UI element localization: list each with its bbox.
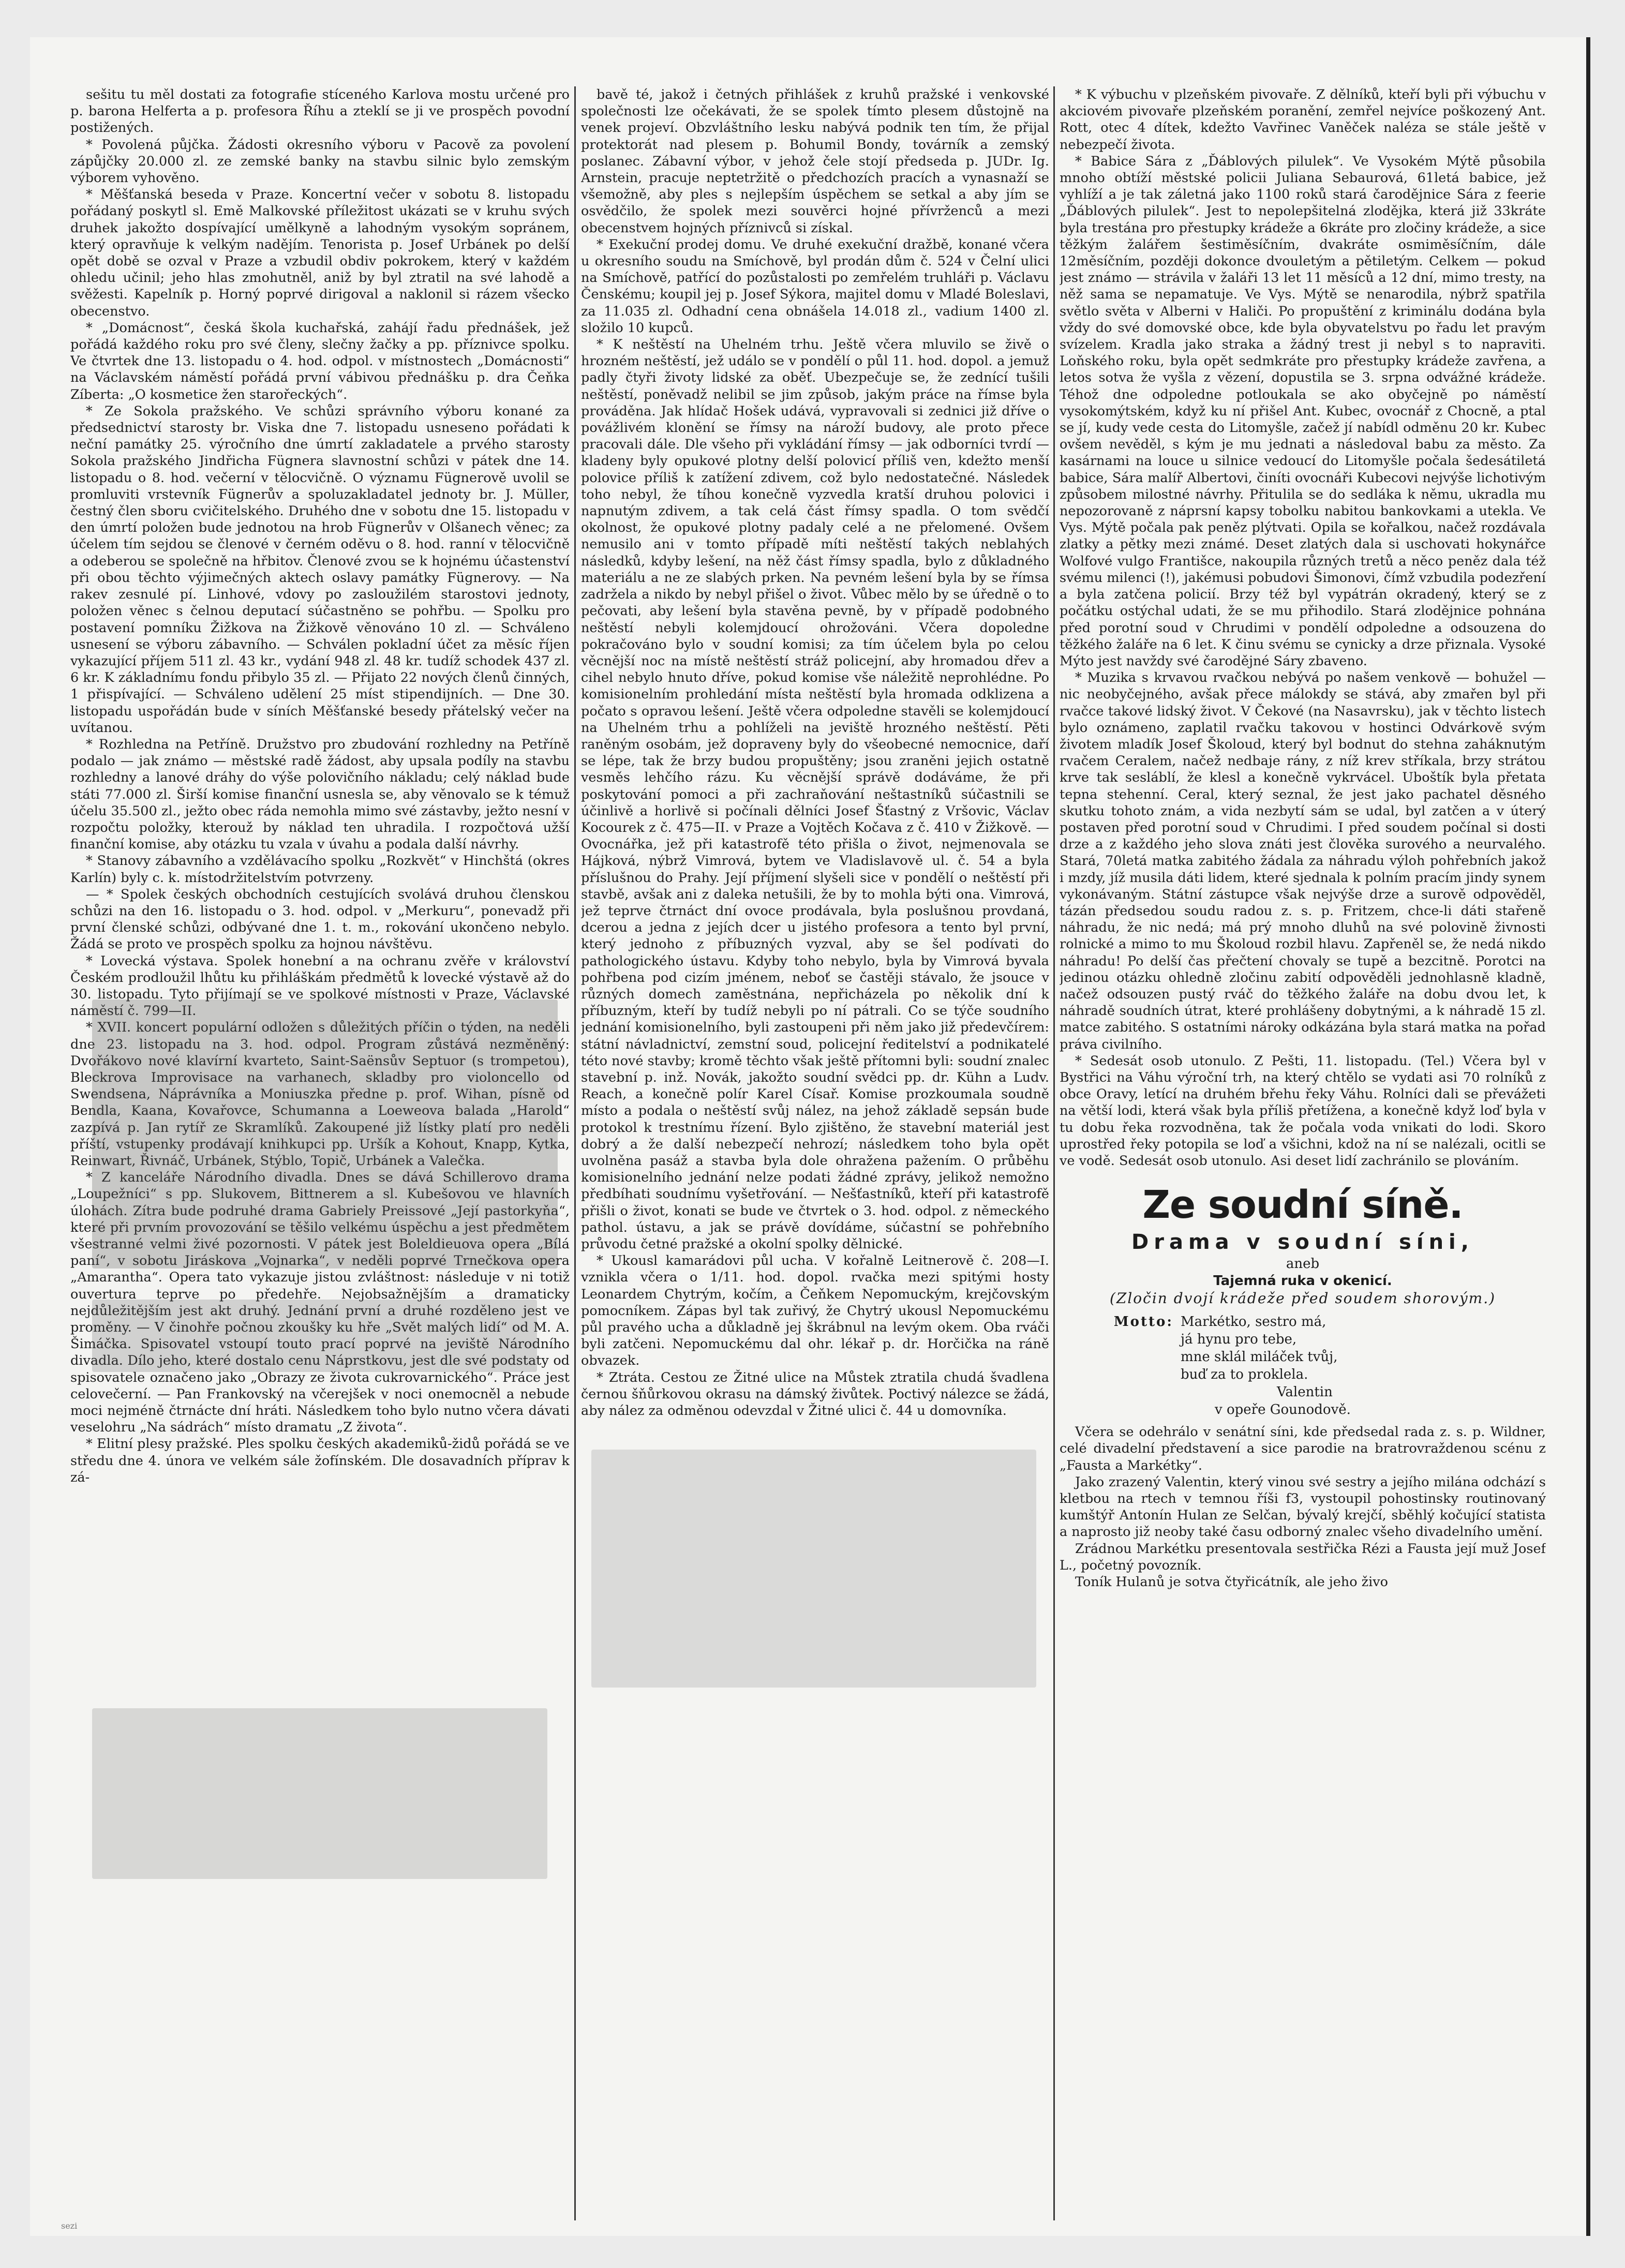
page-edge bbox=[1586, 37, 1590, 2236]
court-paragraph: Zrádnou Markétku presentovala sestřička Rézi a Fausta její muž Josef L., početný povozník. bbox=[1060, 1541, 1546, 1573]
column-rule-right bbox=[1053, 86, 1055, 2220]
article: sešitu tu měl dostati za fotografie stíceného Karlova mostu určené pro p. barona Helferta a p. profesora Říhu a zteklí se ji ve prospěch povodní postižených. bbox=[70, 87, 570, 136]
motto-line: Markétko, sestro má, bbox=[1181, 1314, 1326, 1330]
article: * K výbuchu v plzeňském pivovaře. Z dělníků, kteří byli při výbuchu v akciovém pivovaře plzeňském poranění, zemřel nejvíce poškozený Ant. Rott, otec 4 dítek, kdežto Vavřinec Vaněček naléza se stále ještě v nebezpečí života. bbox=[1060, 87, 1546, 153]
article: * „Domácnost“, česká škola kuchařská, zahájí řadu přednášek, jež pořádá každého roku pro své členy, slečny žačky a pp. příznivce spolku. Ve čtvrtek dne 13. listopadu o 4. hod. odpol. v místnostech „Domácnosti“ na Václavském náměstí pořádá první vábivou přednášku p. dra Čeňka Zíberta: „O kosmetice žen starořeckých“. bbox=[70, 320, 570, 402]
article: * Rozhledna na Petříně. Družstvo pro zbudování rozhledny na Petříně podalo — jak známo — městské radě žádost, aby upsala podíly na stavbu rozhledny a lanové dráhy do výše polovičního nákladu; celý náklad bude státi 77.000 zl. Širší komise finanční usnesla se, aby věnovalo se k témuž účelu 35.500 zl., ježto obec ráda nemohla mimo své zástavby, ježto nesní v rozpočtu položky, kterouž by náklad ten uhradila. I rozpočtová užší finanční komise, aby otázku tu vzala v úvahu a podala další návrhy. bbox=[70, 736, 570, 853]
article: * Stanovy zábavního a vzdělávacího spolku „Rozkvět“ v Hinchštá (okres Karlín) byly c. k. místodržitelstvím potvrzeny. bbox=[70, 853, 570, 886]
article: * K neštěstí na Uhelném trhu. Ještě včera mluvilo se živě o hrozném neštěstí, jež událo se v pondělí o půl 11. hod. dopol. a jemuž padly čtyři životy lidské za oběť. Ubezpečuje se, že zednící tušili neštěstí, poněvadž nelibil se jim způsob, jakým práce na římse byla prováděna. Jak hlídač Hošek udává, vypravovali si zednici již dříve o povážlivém klonění se římsy na nároží budovy, ale proto přece pracovali dále. Dle všeho při vykládání římsy — jak odborníci tvrdí — kladeny byly opukové plotny delší polovicí příliš ven, kdežto menší polovice příliš k zatížení zdivem, což bylo nedostatečné. Následek toho nebyl, že tíhou konečně vyzvedla kratší druhou polovici i napnutým zdivem, a tak celá část římsy spadla. O tom svědčí okolnost, že opukové plotny padaly celé a ne přelomené. Ovšem nemusilo ani v tomto případě míti neštěstí takých neblahých následků, kdyby lešení, na něž část římsy spadla, bylo z důkladného materiálu a ne ze slabých prken. Na pevném lešení byla by se římsa zadržela a nikdo by nebyl přišel o život. Vůbec mělo by se úředně o to pečovati, aby lešení byla stavěna pevně, by v případě podobného neštěstí nebyli kolemjdoucí ohrožováni. Včera dopoledne pokračováno bylo v soudní komisi; za tím účelem byla po celou věcnější noc na místě neštěstí stráž policejní, aby hromadou dřev a cihel nebylo hnuto dříve, pokud komise vše náležitě neprohlédne. Po komisionelním prohledání místa neštěstí byla hromada odklizena a počato s opravou lešení. Ještě včera odpoledne stavěli se kolemjdoucí na Uhelném trhu a pohlíželi na jeviště hrozného neštěstí. Pěti raněným osobám, jež dopraveny byly do všeobecné nemocnice, daří se lépe, tak že brzy budou propuštěny; jsou zraněni jejich ostatně vesměs lehčího rázu. Ku věcnější správě dodáváme, že při poskytování pomoci a při zachraňování neštastníků súčastnili se účinlivě a horlivě si počínali dělníci Josef Šťastný z Vršovic, Václav Kocourek z č. 475—II. v Praze a Vojtěch Kočava z č. 410 v Žižkově. — Ovocnářka, jež při katastrofě této přišla o život, nejmenovala se Hájková, nýbrž Vimrová, bytem ve Vladislavově ul. č. 54 a byla příslušnou do Prahy. Její příjmení slyšeli sice v pondělí o neštěstí při stavbě, avšak ani z daleka netušili, že by to mohla býti ona. Vimrová, jež teprve čtrnáct dní ovoce prodávala, byla poslušnou provdaná, dcerou a jedna z jejích dcer u jistého profesora a tento byl první, který jednoho z příbuzných vyzval, aby se šel podívati do pathologického ústavu. Kdyby toho nebylo, byla by Vimrová byvala pohřbena pod cizím jménem, neboť se častěji stávalo, že jsouce v různých domech zaměstnána, nepřicházela po několik dní k příbuzným, kteří by tudíž nebyli po ní pátrali. Co se týče soudního jednání komisionelního, byli zastoupeni při něm jako již předevčírem: státní návladnictví, zemstní soud, policejní ředitelství a podnikatelé této nové stavby; kromě těchto však ještě přítomni byli: soudní znalec stavební p. inž. Novák, jakožto soudní svědci pp. dr. Kühn a Ludv. Reach, a konečně polír Karel Císař. Komise prozkoumala soudně místo a podala o neštěstí svůj nález, na jehož základě sepsán bude protokol k trestnímu řízení. Bylo zjištěno, že stavební materiál jest dobrý a že další nebezpečí nehrozí; následkem toho byla opět uvolněna pasáž a stavba byla dole ohražena pažením. O průběhu komisionelního jednání nelze podati žádné zprávy, jelikož nemožno předbíhati soudnímu vyšetřování. — Nešťastníků, kteří při katastrofě přišli o život, konati se bude ve čtvrtek o 3. hod. odpol. z německého pathol. ústavu, a jak se právě dovídáme, súčastní se pohřebního průvodu četné pražské a okolní spolky dělnické. bbox=[581, 337, 1049, 1252]
paren-subtitle: (Zločin dvojí krádeže před soudem shorovým.) bbox=[1109, 1290, 1496, 1307]
article: * Muzika s krvavou rvačkou nebývá po našem venkově — bohužel — nic neobyčejného, avšak přece málokdy se stává, aby zmařen byl při rvačce takové lidský život. V Čekové (na Nasavrsku), jak v těchto listech bylo oznámeno, zaplatil rvačku takovou v hostinci Odvárkově svým životem mladík Josef Školoud, který byl bodnut do stehna zaháknutým rvačem Ceralem, načež nedbaje rány, z níž krev stříkala, brzy strátou krve tak sesláblí, že klesl a konečně vykrvácel. Uboštík byla přetata tepna stehenní. Ceral, který seznal, že jest jako pachatel děsného skutku tohoto znám, a vida nezbytí sám se udal, byl zatčen a v úterý postaven před porotní soud v Chrudimi. I před soudem počínal si dosti drze a z každého jeho slova znáti jest člověka surového a neurvalého. Stará, 70letá matka zabitého žádala za náhradu výloh pohřebních jakož i mzdy, jíž musila dáti lidem, které sjednala k polním pracím jindy synem vykonávaným. Státní zástupce však nejvýše drze a surově odpověděl, tázán předsedou soudu radou z. s. p. Fritzem, chce-li dáti stařeně náhradu, že nic nedá; má prý mnoho dluhů na své polovině živnosti rolnické a mimo to mu Školoud rozbil hlavu. Zapřeněl se, že nedá nikdo náhradu! Po delší čas přečtení chovaly se tupě a bezcitně. Porotci na jedinou otázku ohledně zločinu zabití odpověděli jednohlasně kladně, načež odsouzen pustý rváč do těžkého žaláře na dobu dvou let, k náhradě soudních útrat, které prohlášeny dobytnými, a k náhradě 15 zl. matce zabitého. S ostatními nároky odkázána byla stará matka na pořad práva civilního. bbox=[1060, 670, 1546, 1052]
aneb-line: aneb bbox=[1286, 1256, 1320, 1272]
column-rule-left bbox=[574, 86, 576, 2220]
article: * Lovecká výstava. Spolek honební a na ochranu zvěře v království Českém prodloužil lhůtu ku přihláškám předmětů k lovecké výstavě až do 30. listopadu. Tyto přijímají se ve spolkové místnosti v Praze, Václavské náměstí č. 799—II. bbox=[70, 953, 570, 1019]
motto-label: Motto: bbox=[1113, 1314, 1173, 1330]
article: * Ze Sokola pražského. Ve schůzi správního výboru konané za předsednictví starosty br. Viska dne 7. listopadu usneseno pořádati k neční památky 25. výročního dne úmrtí zakladatele a prvého starosty Sokola pražského Jindřicha Fügnera slavnostní schůzi v pátek dne 14. listopadu o 8. hod. večerní v tělocvičně. O významu Fügnerově uvolil se promluviti vrstevník Fügnerův a spoluzakladatel jednoty br. J. Müller, čestný člen sboru cvičitelského. Druhého dne v sobotu dne 15. listopadu v den úmrtí položen bude jednotou na hrob Fügnerův v Olšanech věnec; za účelem tím sejdou se členové v černém oděvu o 8. hod. ranní v tělocvičně a odeberou se společně na hřbitov. Členové zvou se k hojnému účastenství při obou těchto výjimečných aktech oslavy památky Fügnerovy. — Na rakev zesnulé pí. Linhové, vdovy po zasloužilém starostovi jednoty, položen věnec s čelnou deputací súčastněno se pohřbu. — Spolku pro postavení pomníku Žižkova na Žižkově věnováno 10 zl. — Schváleno usnesení se výboru zábavního. — Schválen pokladní účet za měsíc říjen vykazující příjem 511 zl. 43 kr., vydání 948 zl. 48 kr. tudíž schodek 437 zl. 6 kr. K základnímu fondu přibylo 35 zl. — Přijato 22 nových členů činných, 1 přispívající. — Schváleno udělení 25 míst stipendijních. — Dne 30. listopadu uspořádán bude v síních Měšťanské besedy přátelský večer na uvítanou. bbox=[70, 403, 570, 736]
motto-line: buď za to proklela. bbox=[1181, 1367, 1308, 1383]
article: * Měšťanská beseda v Praze. Koncertní večer v sobotu 8. listopadu pořádaný poskytl sl. Emě Malkovské příležitost ukázati se v kruhu svých druhek jakožto dospívající umělkyně a lahodným vysokým sopránem, který opravňuje k velkým nadějím. Tenorista p. Josef Urbánek po delší opět době se ozval v Praze a vzbudil obdiv pokrokem, který v každém ohledu učinil; jeho hlas zmohutněl, aniž by byl ztratil na své lahodě a svěžesti. Kapelník p. Horný poprvé dirigoval a naklonil si rázem všecko obecenstvo. bbox=[70, 187, 570, 319]
article: * Ukousl kamarádovi půl ucha. V kořalně Leitnerově č. 208—I. vznikla včera o 1/11. hod. dopol. rvačka mezi spitými hosty Leonardem Chytrým, kočím, a Čeňkem Nepomuckým, krejčovským pomocníkem. Zápas byl tak zuřivý, že Chytrý ukousl Nepomuckému půl pravého ucha a důkladně jej škrábnul na levým okem. Oba rváči byli zatčeni. Nepomuckému dal ohr. lékař p. dr. Horčička na ráně obvazek. bbox=[581, 1253, 1049, 1369]
column-2 bbox=[581, 86, 1049, 2213]
footer-mark: sezi bbox=[61, 2221, 78, 2231]
article: * Sedesát osob utonulo. Z Pešti, 11. listopadu. (Tel.) Včera byl v Bystřici na Váhu výroční trh, na který chtělo se vydati asi 70 rolníků z obce Oravy, letící na druhém břehu řeky Váhu. Rolníci dali se převážeti na větší lodi, která však byla příliš přetížena, a konečně když loď byla v tu dobu řeka rozvodněna, tak že počala voda vnikati do lodi. Skoro uprostřed řeky potopila se loď a všichni, kdož na ní se nalézali, ocitli se ve vodě. Sedesát osob utonulo. Asi deset lidí zachránilo se plováním. bbox=[1060, 1053, 1546, 1169]
court-paragraph: Včera se odehrálo v senátní síni, kde předsedal rada z. s. p. Wildner, celé divadelní představení a sice parodie na bratrovraždenou scénu z „Fausta a Markétky“. bbox=[1060, 1424, 1546, 1473]
scan-smudge bbox=[92, 1708, 547, 1879]
scan-smudge bbox=[92, 999, 558, 1269]
article: bavě té, jakož i četných přihlášek z kruhů pražské i venkovské společnosti lze očekávati, že se spolek tímto plesem důstojně na venek projeví. Obzvláštního lesku nabývá podnik ten tím, že přijal protektorát nad plesem p. Bohumil Bondy, továrník a zemský poslanec. Zábavní výbor, v jehož čele stojí předseda p. JUDr. Ig. Arnstein, pracuje neptetržitě o předchozích pracích a vynasnaží se všemožně, aby ples s nejlepším úspěchem se setkal a aby jím se osvědčilo, že spolek mezi souvěrci hojné přívrženců a mezi obecenstvem hojných příznivců si získal. bbox=[581, 87, 1049, 236]
scan-smudge bbox=[591, 1450, 1036, 1688]
motto-source: v opeře Gounodově. bbox=[1215, 1402, 1351, 1418]
newspaper-page bbox=[30, 37, 1587, 2236]
article: * XVII. koncert populární odložen s důležitých příčin o týden, na neděli dne 23. listopadu na 3. hod. odpol. Program zůstává nezměněný: Dvořákovo nové klavírní kvarteto, Saint-Saënsův Septuor (s trompetou), Bleckrova Improvisace na varhanech, skladby pro violoncello od Swendsena, Náprávníka a Moniuszka předne p. prof. Wihan, písně od Bendla, Kaana, Kovařovce, Schumanna a Loeweova balada „Harold“ zazpívá p. Jan rytíř ze Skramlíků. Zakoupené již lístky platí pro neděli příští, vstupenky prodávají knihkupci pp. Uršík a Kohout, Knapp, Kytka, Reinwart, Řivnáč, Urbánek, Stýblo, Topič, Urbánek a Valečka. bbox=[70, 1020, 570, 1169]
article: * Povolená půjčka. Žádosti okresního výboru v Pacově za povolení zápůjčky 20.000 zl. ze zemské banky na stavbu silnic bylo zemským výborem vyhověno. bbox=[70, 137, 570, 186]
motto-block bbox=[1060, 1313, 1546, 1419]
article: * Ztráta. Cestou ze Žitné ulice na Můstek ztratila chudá švadlena černou šňůrkovou okrasu na dámský živůtek. Poctivý nálezce se žádá, aby nález za odměnou odevzdal v Žitné ulici č. 44 u domovníka. bbox=[581, 1369, 1049, 1419]
article: — * Spolek českých obchodních cestujících svolává druhou členskou schůzi na den 16. listopadu o 3. hod. odpol. v „Merkuru“, ponevadž při první členské schůzi, odbývané dne 1. t. m., rokování ukončeno nebylo. Žádá se proto ve prospěch spolku za hojnou návštěvu. bbox=[70, 886, 570, 952]
article: * Elitní plesy pražské. Ples spolku českých akademiků-židů pořádá se ve středu dne 4. února ve velkém sále žofínském. Dle dosavadních příprav k zá- bbox=[70, 1436, 570, 1485]
article: * Exekuční prodej domu. Ve druhé exekuční dražbě, konané včera u okresního soudu na Smíchově, byl prodán dům č. 524 v Čelní ulici na Smíchově, patřící do pozůstalosti po zemřelém truhláři p. Václavu Čenskému; koupil jej p. Josef Sýkora, majitel domu v Mladé Boleslavi, za 11.035 zl. Odhadní cena obnášela 14.018 zl., vadium 1400 zl. složilo 10 kupců. bbox=[581, 236, 1049, 336]
alt-title: Tajemná ruka v okenicí. bbox=[1213, 1273, 1392, 1289]
section-title: Ze soudní síně. bbox=[1142, 1183, 1463, 1228]
court-paragraph: Toník Hulanů je sotva čtyřicátník, ale jeho živo bbox=[1075, 1574, 1389, 1590]
motto-line: mne sklál miláček tvůj, bbox=[1181, 1349, 1338, 1365]
section-subtitle: Drama v soudní síni, bbox=[1131, 1230, 1474, 1255]
motto-line: já hynu pro tebe, bbox=[1181, 1332, 1297, 1348]
motto-signature: Valentin bbox=[1277, 1384, 1333, 1400]
column-3 bbox=[1060, 86, 1546, 2213]
court-paragraph: Jako zrazený Valentin, který vinou své sestry a jejího milána odchází s kletbou na rtech v temnou říši f3, vystoupil pohostinsky routinovaný kumštýř Antonín Hulan ze Selčan, bývalý krejčí, sběhlý kočující statista a naprosto již neoby také času odborný znalec všeho divadelního umění. bbox=[1060, 1474, 1546, 1540]
scan-smudge bbox=[92, 1300, 537, 1372]
article: * Babice Sára z „Ďáblových pilulek“. Ve Vysokém Mýtě působila mnoho obtíží městské policii Juliana Sebaurová, 61letá babice, jež vyhlíží a je tak záletná jako 1100 roků stará čarodějnice Sára z feerie „Ďáblových pilulek“. Jest to nepolepšitelná zlodějka, která již 33kráte byla trestána pro přestupky krádeže a 6kráte pro zločiny krádeže, a sice těžkým žalářem šestiměsíčním, dvakráte osmiměsíčním, dále 12měsíčním, později dokonce dvouletým a pětiletým. Celkem — pokud jest známo — strávila v žaláři 13 let 11 měsíců a 12 dní, mimo tresty, na něž sama se nepamatuje. Ve Vys. Mýtě se nenarodila, nýbrž spatřila světlo světa v Alberni v Haliči. Po propuštění z kriminálu dodána byla vždy do své domovské obce, kde byla obyvatelstvu po řadu let pravým svízelem. Kradla jako straka a žádný trest ji nebyl s to napraviti. Loňského roku, byla opět sedmkráte pro přestupky krádeže zavřena, a letos sotva že vyšla z vězení, dopustila se 3. srpna odvážné krádeže. Téhož dne odpoledne potloukala se ako obyčejně po náměstí vysokomýtském, když ku ní přišel Ant. Kubec, ovocnář z Chocně, a ptal se jí, kudy vede cesta do Litomyšle, začež jí nabídl odměnu 20 kr. Kubec ovšem nevěděl, s kým je mu jednati a následoval babu za město. Za kasárnami na louce u silnice vedoucí do Litomyšle počala šedesátiletá babice, Sára malíř Albertovi, činíti ovocnáři Kubecovi nejvýše lichotivým způsobem milostné návrhy. Přitulila se do sedláka k němu, ukradla mu nepozorovaně z náprsní kapsy tobolku nabitou bankovkami a utekla. Ve Vys. Mýtě počala pak peněz plýtvati. Opila se kořalkou, načež rozdávala zlatky a pětky mezi známé. Deset zlatých dala si uschovati hokynářce Wolfové vulgo Františce, nakoupila různých tretů a něco peněz dala též svému milenci (!), jakémusi pobudovi Šimonovi, čímž vzbudila podezření a byla zatčena policií. Brzy též byl vypátrán okradený, který se z počátku ostýchal udati, že se mu přihodilo. Stará zlodějnice pohnána před porotní soud v Chrudimi v pondělí odpoledne a odsouzena do těžkého žaláře na 6 let. K činu svému se cynicky a drze přiznala. Vysoké Mýto jest navždy své čarodějné Sáry zbaveno. bbox=[1060, 153, 1546, 669]
article: * Z kanceláře Národního divadla. Dnes se dává Schillerovo drama „Loupežníci“ s pp. Slukovem, Bittnerem a sl. Kubešovou ve hlavních úlohách. Zítra bude podruhé drama Gabriely Preissové „Její pastorkyňa“, které při prvním provozování se těšilo velkému úspěchu a jest předmětem všestranné velmi živé pozornosti. V pátek jest Boleldieuova opera „Bílá paní“, v sobotu Jiráskova „Vojnarka“, v neděli poprvé Trnečkova opera „Amarantha“. Opera tato vykazuje jistou zvláštnost: následuje v ni totiž ouvertura teprve po předehře. Nejobsažnějším a dramaticky nejdůležitějším jest akt druhý. Jednání první a druhé rozděleno jest ve proměny. — V činohře počnou zkoušky ku hře „Svět malých lidí“ od M. A. Šimáčka. Spisovatel vstoupí touto prací poprvé na jeviště Národního divadla. Dílo jeho, které dostalo cenu Náprstkovu, jest dle své podstaty od spisovatele označeno jako „Obrazy ze života cukrovarnického“. Práce jest celovečerní. — Pan Frankovský na včerejšek v noci onemocněl a nebude moci nejméně čtrnácte dní hráti. Následkem toho bylo nutno včera dávati veselohru „Na sádrách“ místo dramatu „Z života“. bbox=[70, 1170, 570, 1436]
